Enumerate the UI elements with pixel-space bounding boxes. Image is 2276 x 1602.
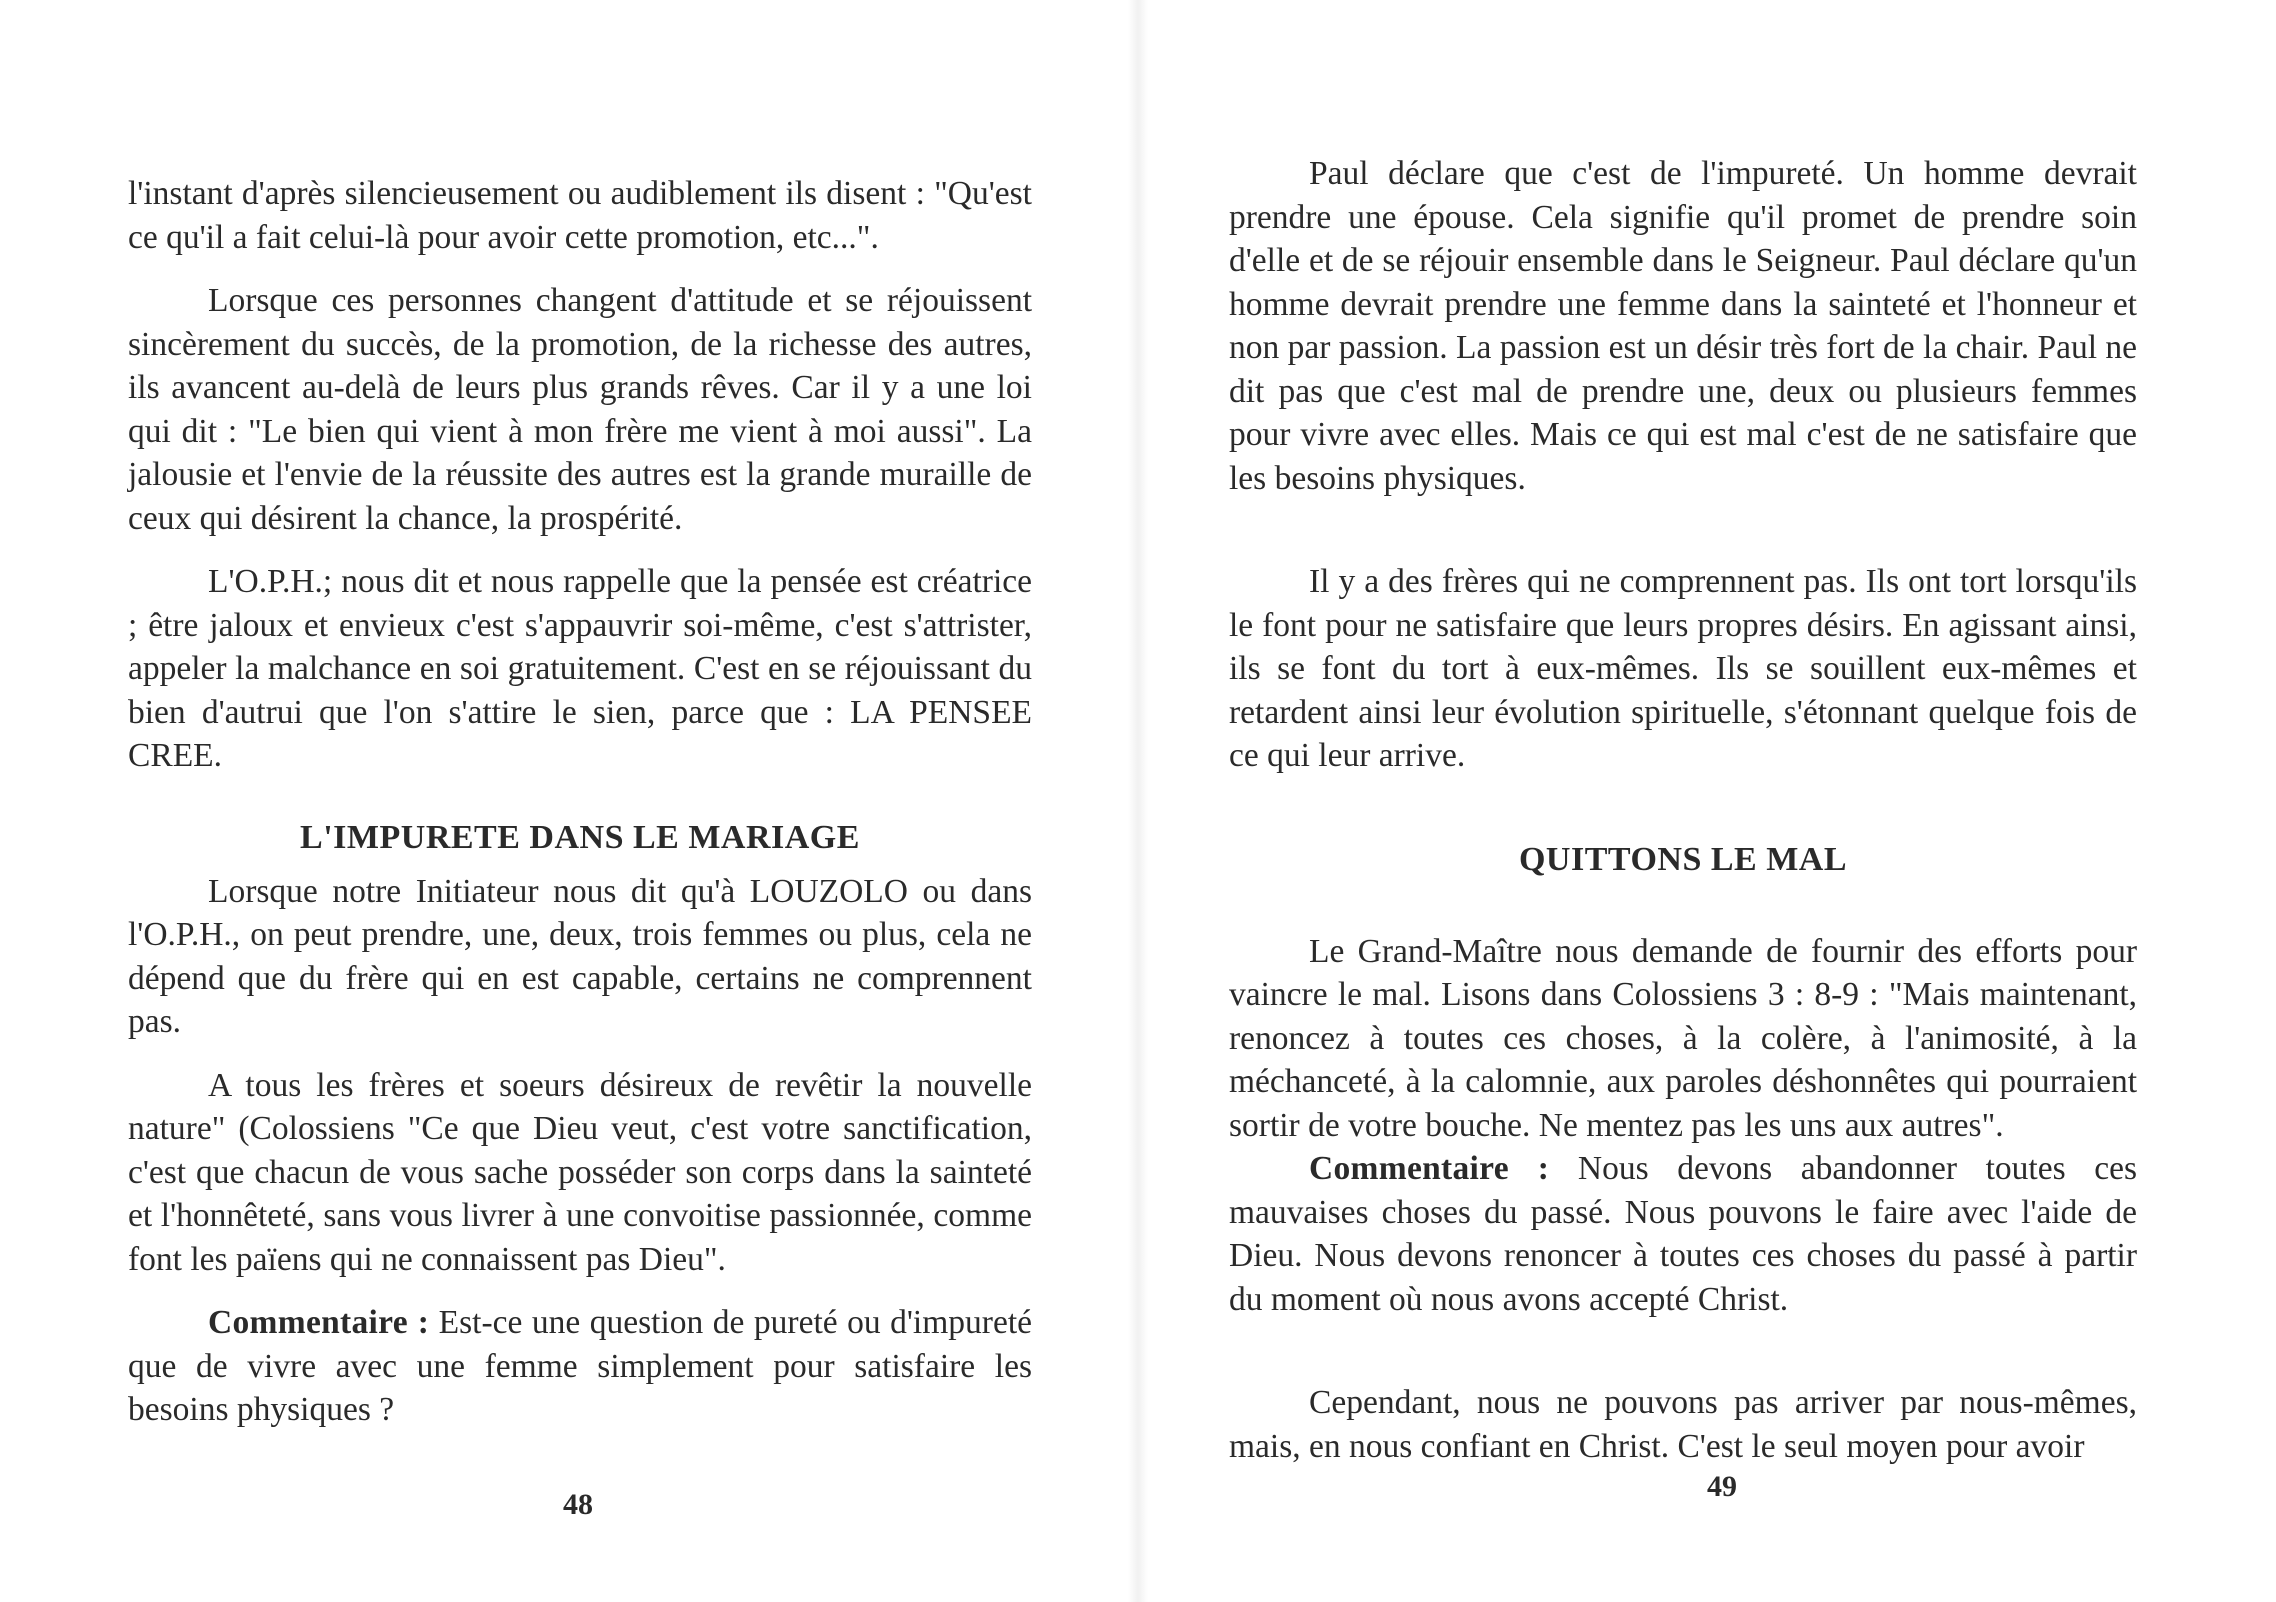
comment-paragraph [1229, 1147, 2137, 1321]
section-heading-quittons: QUITTONS LE MAL [1518, 840, 1848, 878]
comment-text: Est-ce une question de pureté ou d'impureté que de vivre avec une femme simplement pour satisfaire les besoins physiques ? [128, 1304, 1033, 1428]
comment-paragraph [128, 1301, 1032, 1432]
paragraph: Cependant, nous ne pouvons pas arriver par nous-mêmes, mais, en nous confiant en Christ. C'est le seul moyen pour avoir [1229, 1384, 2137, 1465]
paragraph: L'O.P.H.; nous dit et nous rappelle que la pensée est créatrice ; être jaloux et envieux c'est s'appauvrir soi-même, c'est s'attrister, appeler la malchance en soi gratuitement. C'est en se réjouissant du bien d'autrui que l'on s'attire le sien, parce que : LA PENSEE CREE. [128, 563, 1032, 774]
page-number: 48 [563, 1488, 593, 1521]
comment-text: Nous devons abandonner toutes ces mauvaises choses du passé. Nous pouvons le faire avec l'aide de Dieu. Nous devons renoncer à toutes ces choses du passé à partir du moment où nous avons accepté Christ. [1229, 1150, 2137, 1318]
section-heading-impurete: L'IMPURETE DANS LE MARIAGE [300, 818, 860, 856]
paragraph: Paul déclare que c'est de l'impureté. Un homme devrait prendre une épouse. Cela signifie qu'il promet de prendre soin d'elle et de se réjouir ensemble dans le Seigneur. Paul déclare qu'un homme devrait prendre une femme dans la sainteté et l'honneur et non par passion. La passion est un désir très fort de la chair. Paul ne dit pas que c'est mal de prendre une, deux ou plusieurs femmes pour vivre avec elles. Mais ce qui est mal c'est de ne satisfaire que les besoins physiques. [1229, 155, 2138, 497]
right-text-column [1229, 152, 2137, 1488]
right-page [1138, 0, 2276, 1602]
paragraph: Lorsque ces personnes changent d'attitude et se réjouissent sincèrement du succès, de la promotion, de la richesse des autres, ils avancent au-delà de leurs plus grands rêves. Car il y a une loi qui dit : "Le bien qui vient à mon frère me vient à moi aussi". La jalousie et l'envie de la réussite des autres est la grande muraille de ceux qui désirent la chance, la prospérité. [128, 282, 1032, 537]
paragraph: Le Grand-Maître nous demande de fournir des efforts pour vaincre le mal. Lisons dans Colossiens 3 : 8-9 : "Mais maintenant, renoncez à toutes ces choses, à la colère, à l'animosité, à la méchanceté, à la calomnie, aux paroles déshonnêtes qui pourraient sortir de votre bouche. Ne mentez pas les uns aux autres". [1229, 932, 2137, 1144]
left-text-column [128, 172, 1032, 1452]
paragraph: l'instant d'après silencieusement ou audiblement ils disent : "Qu'est ce qu'il a fait celui-là pour avoir cette promotion, etc...". [128, 175, 1032, 256]
comment-label: Commentaire : [1309, 1150, 1550, 1187]
page-number: 49 [1707, 1470, 1737, 1503]
paragraph: A tous les frères et soeurs désireux de revêtir la nouvelle nature" (Colossiens "Ce que Dieu veut, c'est votre sanctification, c'est que chacun de vous sache posséder son corps dans la sainteté et l'honnêteté, sans vous livrer à une convoitise passionnée, comme font les païens qui ne connaissent pas Dieu". [128, 1066, 1032, 1278]
paragraph: Lorsque notre Initiateur nous dit qu'à LOUZOLO ou dans l'O.P.H., on peut prendre, une, deux, trois femmes ou plus, cela ne dépend que du frère qui en est capable, certains ne comprennent pas. [128, 872, 1032, 1040]
paragraph: Il y a des frères qui ne comprennent pas. Ils ont tort lorsqu'ils le font pour ne satisfaire que leurs propres désirs. En agissant ainsi, ils se font du tort à eux-mêmes. Ils se souillent eux-mêmes et retardent ainsi leur évolution spirituelle, s'étonnant quelque fois de ce qui leur arrive. [1229, 563, 2137, 774]
comment-label: Commentaire : [208, 1304, 430, 1341]
